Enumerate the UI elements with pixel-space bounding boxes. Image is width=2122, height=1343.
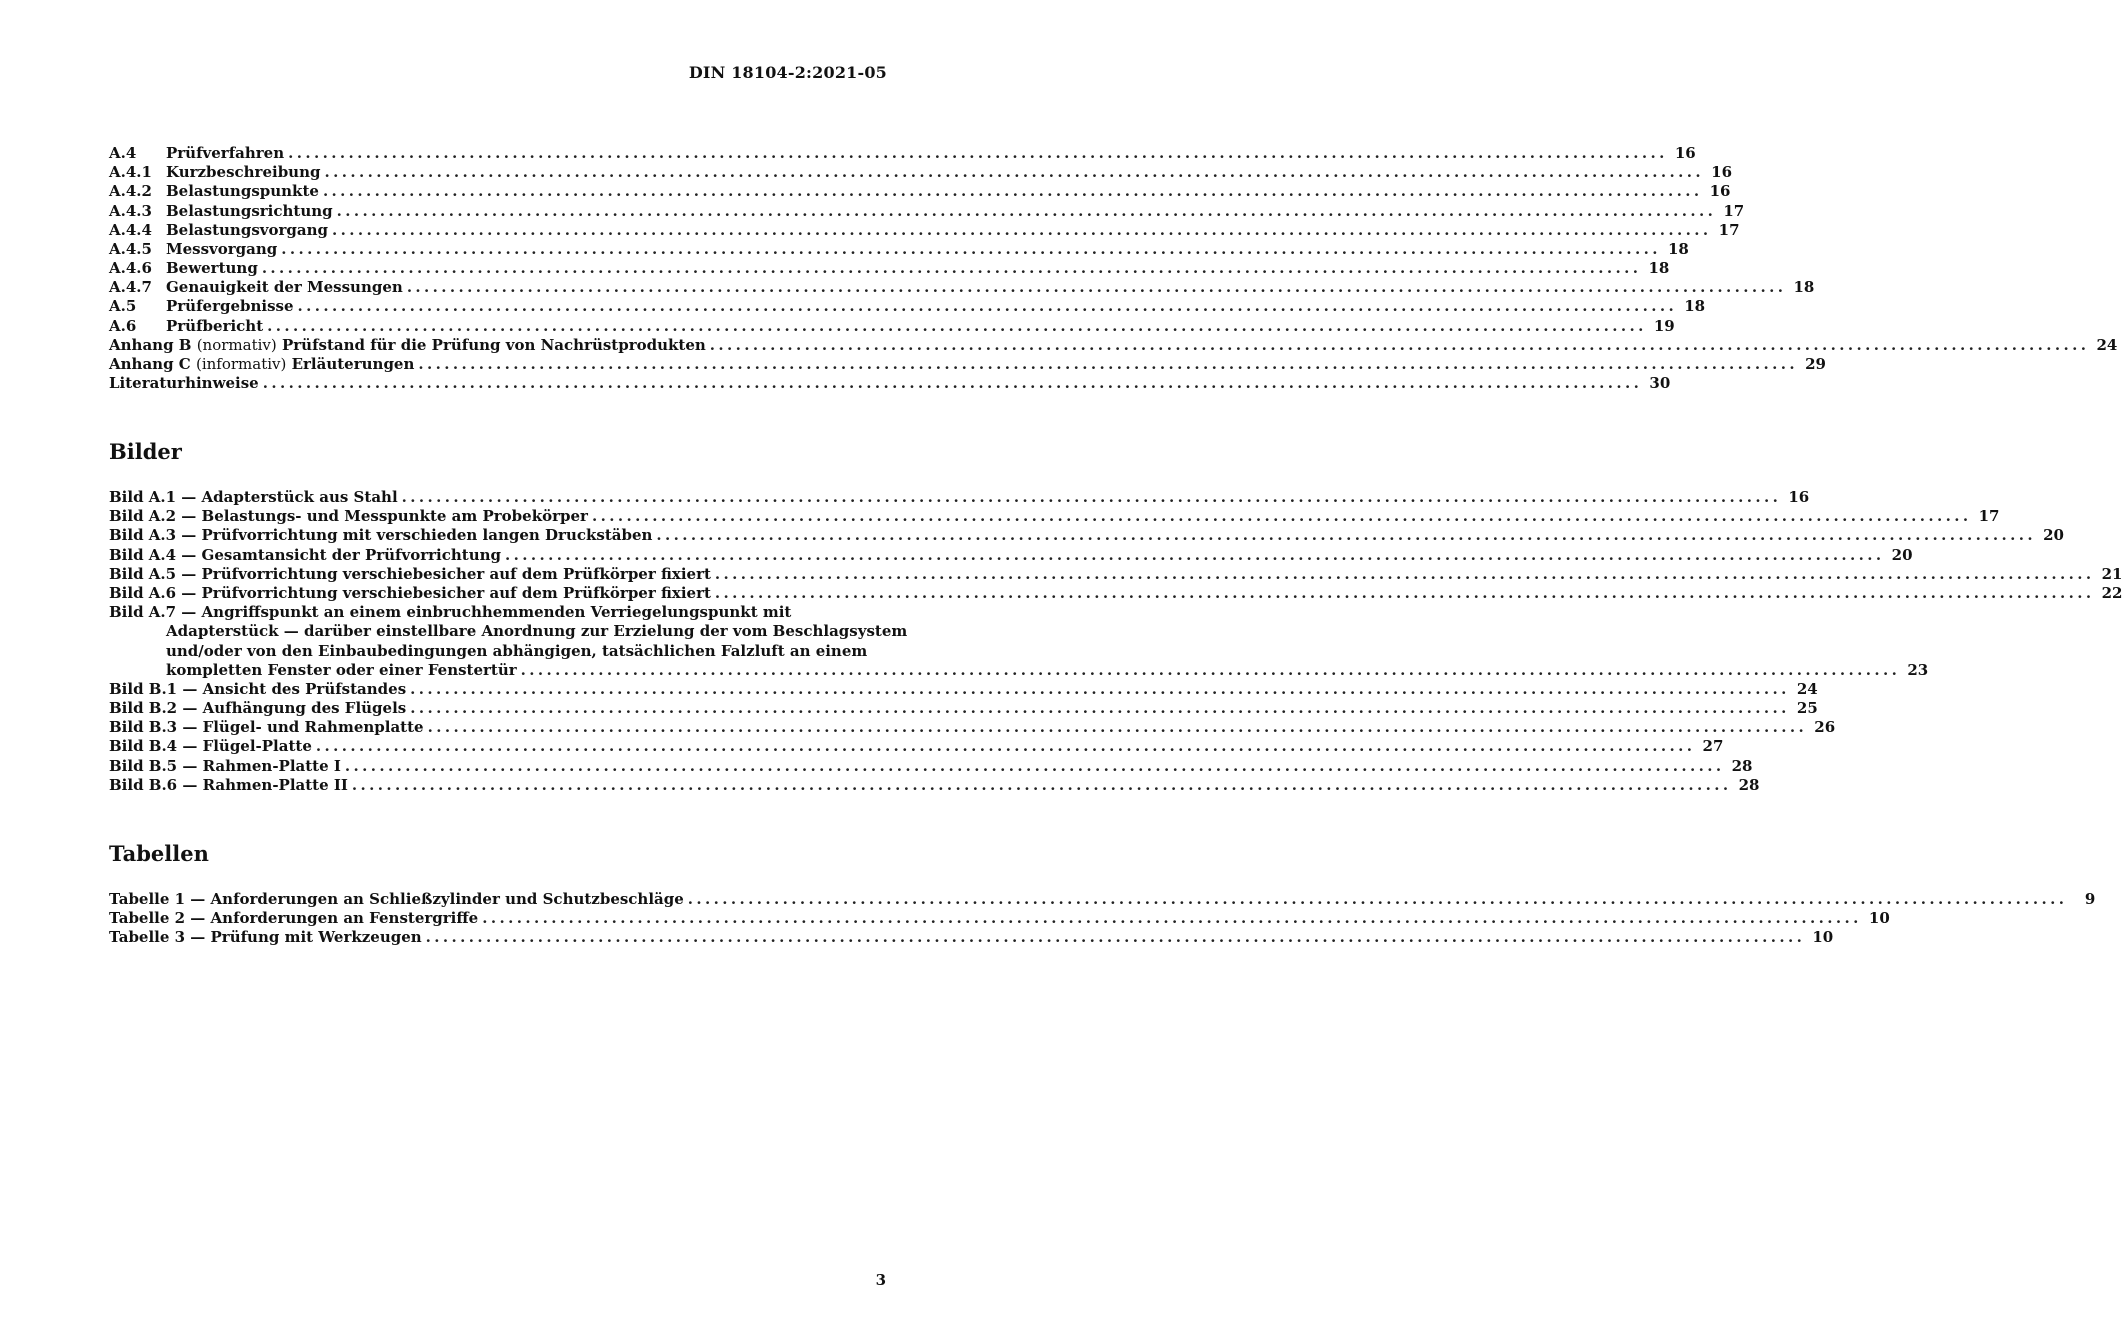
figure-title: Bild A.5 — Prüfvorrichtung verschiebesicher auf dem Prüfkörper fixiert xyxy=(109,564,711,583)
table-entry[interactable] xyxy=(109,928,1834,947)
annex-entry[interactable] xyxy=(109,355,1826,374)
figure-title: Bild B.5 — Rahmen-Platte I xyxy=(109,756,341,775)
leader-dots: ................................................................................................................................................................ xyxy=(709,335,2090,354)
toc-page: 16 xyxy=(1788,487,1810,506)
figure-title: Bild A.6 — Prüfvorrichtung verschiebesicher auf dem Prüfkörper fixiert xyxy=(109,583,711,602)
toc-page: 27 xyxy=(1702,737,1724,756)
toc-page: 29 xyxy=(1805,355,1826,374)
leader-dots: ................................................................................................................................................................ xyxy=(714,564,2095,583)
annex-title xyxy=(109,336,706,355)
leader-dots: ................................................................................................................................................................ xyxy=(427,718,1808,737)
toc-page: 20 xyxy=(1891,545,1913,564)
toc-page: 18 xyxy=(1684,297,1706,316)
leader-dots: ................................................................................................................................................................ xyxy=(410,699,1790,718)
toc-title: Belastungsvorgang xyxy=(166,220,328,239)
leader-dots: ................................................................................................................................................................ xyxy=(425,928,1806,947)
figure-entry[interactable] xyxy=(109,737,1724,756)
figure-title-continuation: kompletten Fenster oder einer Fenstertür xyxy=(166,660,517,679)
leader-dots: ................................................................................................................................................................ xyxy=(315,737,1696,756)
leader-dots: ................................................................................................................................................................ xyxy=(656,526,2036,545)
toc-page: 28 xyxy=(1738,775,1760,794)
toc-page: 18 xyxy=(1793,278,1815,297)
toc-number: A.4.2 xyxy=(109,182,152,201)
toc-page: 21 xyxy=(2101,564,2122,583)
toc-number: A.4.1 xyxy=(109,163,152,182)
toc-number: A.4 xyxy=(109,143,137,162)
toc-page: 17 xyxy=(1718,220,1740,239)
table-title: Tabelle 2 — Anforderungen an Fenstergriffe xyxy=(109,909,479,928)
toc-title: Literaturhinweise xyxy=(109,374,259,393)
leader-dots: ................................................................................................................................................................ xyxy=(714,583,2095,602)
toc-title: Genauigkeit der Messungen xyxy=(166,278,403,297)
toc-page: 18 xyxy=(1648,259,1670,278)
toc-number: A.4.6 xyxy=(109,259,152,278)
toc-entry[interactable] xyxy=(109,163,1733,182)
leader-dots: ................................................................................................................................................................ xyxy=(288,143,1668,162)
figure-title: Bild A.7 — Angriffspunkt an einem einbruchhemmenden Verriegelungspunkt mit xyxy=(109,603,792,622)
toc-page: 24 xyxy=(2096,335,2118,354)
table-entry[interactable] xyxy=(109,909,1890,928)
figure-title: Bild A.4 — Gesamtansicht der Prüfvorrichtung xyxy=(109,545,501,564)
figure-title-continuation: und/oder von den Einbaubedingungen abhängigen, tatsächlichen Falzluft an einem xyxy=(166,641,868,660)
figure-entry[interactable] xyxy=(109,756,1753,776)
figure-title: Bild A.2 — Belastungs- und Messpunkte am Probekörper xyxy=(109,507,588,526)
leader-dots: ................................................................................................................................................................ xyxy=(322,182,1703,201)
toc-page: 19 xyxy=(1653,316,1675,335)
toc-page: 16 xyxy=(1709,182,1731,201)
figure-line xyxy=(109,660,1929,680)
leader-dots: ................................................................................................................................................................ xyxy=(406,278,1787,297)
figure-entry[interactable] xyxy=(109,775,1760,795)
toc-entry[interactable] xyxy=(109,259,1670,278)
figure-title: Bild B.2 — Aufhängung des Flügels xyxy=(109,699,407,718)
toc-page: 16 xyxy=(1674,143,1696,162)
toc-entry[interactable] xyxy=(109,278,1815,297)
figure-title: Bild B.6 — Rahmen-Platte II xyxy=(109,775,348,794)
toc-entry[interactable] xyxy=(109,220,1740,240)
figure-entry[interactable] xyxy=(109,679,1818,699)
leader-dots: ................................................................................................................................................................ xyxy=(505,545,1885,564)
leader-dots: ................................................................................................................................................................ xyxy=(297,297,1678,316)
leader-dots: ................................................................................................................................................................ xyxy=(344,756,1725,775)
toc-number: A.4.5 xyxy=(109,239,152,258)
figure-title: Bild B.4 — Flügel-Platte xyxy=(109,737,312,756)
annex-name: Prüfstand für die Prüfung von Nachrüstprodukten xyxy=(281,335,706,354)
toc-page: 20 xyxy=(2043,526,2064,545)
figure-entry[interactable] xyxy=(109,718,1836,737)
annex-label: Anhang C xyxy=(109,355,191,374)
figure-entry[interactable] xyxy=(109,564,2122,584)
leader-dots: ................................................................................................................................................................ xyxy=(261,259,1642,278)
toc-page: 25 xyxy=(1796,699,1818,718)
annex-kind: (normativ) xyxy=(196,335,277,354)
leader-dots: ................................................................................................................................................................ xyxy=(482,909,1862,928)
toc-title: Prüfergebnisse xyxy=(166,297,294,316)
toc-page: 17 xyxy=(1723,201,1745,220)
toc-page: 22 xyxy=(2101,583,2122,602)
toc-entry[interactable] xyxy=(109,201,1745,221)
toc-page: 23 xyxy=(1907,660,1929,679)
figures-heading: Bilder xyxy=(109,439,182,464)
page-number: 3 xyxy=(875,1271,886,1289)
toc-title: Bewertung xyxy=(166,259,258,278)
figure-entry[interactable] xyxy=(109,583,2122,603)
leader-dots: ................................................................................................................................................................ xyxy=(687,889,2068,908)
toc-entry[interactable] xyxy=(109,239,1689,259)
table-title: Tabelle 1 — Anforderungen an Schließzylinder und Schutzbeschläge xyxy=(109,889,684,908)
toc-page: 28 xyxy=(1731,756,1753,775)
toc-title: Prüfbericht xyxy=(166,316,264,335)
figure-title: Bild A.3 — Prüfvorrichtung mit verschieden langen Druckstäben xyxy=(109,526,653,545)
toc-title: Messvorgang xyxy=(166,239,278,258)
toc-entry[interactable] xyxy=(109,297,1706,317)
figure-line xyxy=(109,603,886,622)
toc-page: 24 xyxy=(1796,679,1818,698)
toc-title: Belastungsrichtung xyxy=(166,201,333,220)
toc-number: A.4.4 xyxy=(109,220,152,239)
toc-page: 10 xyxy=(1812,928,1834,947)
leader-dots: ................................................................................................................................................................ xyxy=(262,374,1643,393)
figure-entry[interactable] xyxy=(109,545,1913,565)
figure-title: Bild A.1 — Adapterstück aus Stahl xyxy=(109,487,398,506)
contents-list xyxy=(109,143,2118,393)
figures-list xyxy=(109,487,2122,795)
leader-dots: ................................................................................................................................................................ xyxy=(410,679,1790,698)
annex-entry[interactable] xyxy=(109,335,2118,355)
toc-page: 10 xyxy=(1868,909,1890,928)
leader-dots: ................................................................................................................................................................ xyxy=(591,507,1972,526)
toc-page: 30 xyxy=(1649,374,1671,393)
toc-page: 26 xyxy=(1814,718,1836,737)
toc-page: 16 xyxy=(1711,163,1733,182)
leader-dots: ................................................................................................................................................................ xyxy=(267,316,1647,335)
toc-number: A.4.3 xyxy=(109,201,152,220)
toc-page: 17 xyxy=(1978,507,2000,526)
table-entry[interactable] xyxy=(109,889,2096,909)
tables-list xyxy=(109,889,2096,948)
toc-title: Prüfverfahren xyxy=(166,143,285,162)
toc-title: Belastungspunkte xyxy=(166,182,319,201)
figure-entry[interactable] xyxy=(109,699,1818,718)
leader-dots: ................................................................................................................................................................ xyxy=(281,239,1661,258)
toc-entry[interactable] xyxy=(109,316,1675,336)
figure-entry[interactable] xyxy=(109,526,2064,545)
toc-number: A.5 xyxy=(109,297,137,316)
annex-label: Anhang B xyxy=(109,335,192,354)
leader-dots: ................................................................................................................................................................ xyxy=(324,163,1705,182)
table-title: Tabelle 3 — Prüfung mit Werkzeugen xyxy=(109,928,422,947)
leader-dots: ................................................................................................................................................................ xyxy=(520,660,1901,679)
figure-entry[interactable] xyxy=(109,507,2000,526)
tables-heading: Tabellen xyxy=(109,841,209,866)
leader-dots: ................................................................................................................................................................ xyxy=(418,355,1798,374)
leader-dots: ................................................................................................................................................................ xyxy=(331,220,1712,239)
figure-entry-multiline[interactable] xyxy=(109,603,1929,680)
leader-dots: ................................................................................................................................................................ xyxy=(336,201,1717,220)
leader-dots: ................................................................................................................................................................ xyxy=(351,775,1732,794)
figure-title-continuation: Adapterstück — darüber einstellbare Anordnung zur Erzielung der vom Beschlagsystem xyxy=(166,622,908,641)
toc-entry[interactable] xyxy=(109,182,1731,201)
figure-entry[interactable] xyxy=(109,487,1810,507)
toc-page: 18 xyxy=(1667,239,1689,258)
toc-number: A.4.7 xyxy=(109,278,152,297)
figure-title: Bild B.3 — Flügel- und Rahmenplatte xyxy=(109,718,424,737)
figure-title: Bild B.1 — Ansicht des Prüfstandes xyxy=(109,679,407,698)
annex-title xyxy=(109,355,414,374)
annex-kind: (informativ) xyxy=(195,355,287,374)
toc-number: A.6 xyxy=(109,316,137,335)
leader-dots: ................................................................................................................................................................ xyxy=(401,487,1782,506)
annex-name: Erläuterungen xyxy=(291,355,415,374)
bibliography-entry[interactable] xyxy=(109,374,1671,393)
toc-title: Kurzbeschreibung xyxy=(166,163,321,182)
document-id: DIN 18104-2:2021-05 xyxy=(688,63,887,82)
toc-entry[interactable] xyxy=(109,143,1696,163)
toc-page: 9 xyxy=(2084,889,2096,908)
